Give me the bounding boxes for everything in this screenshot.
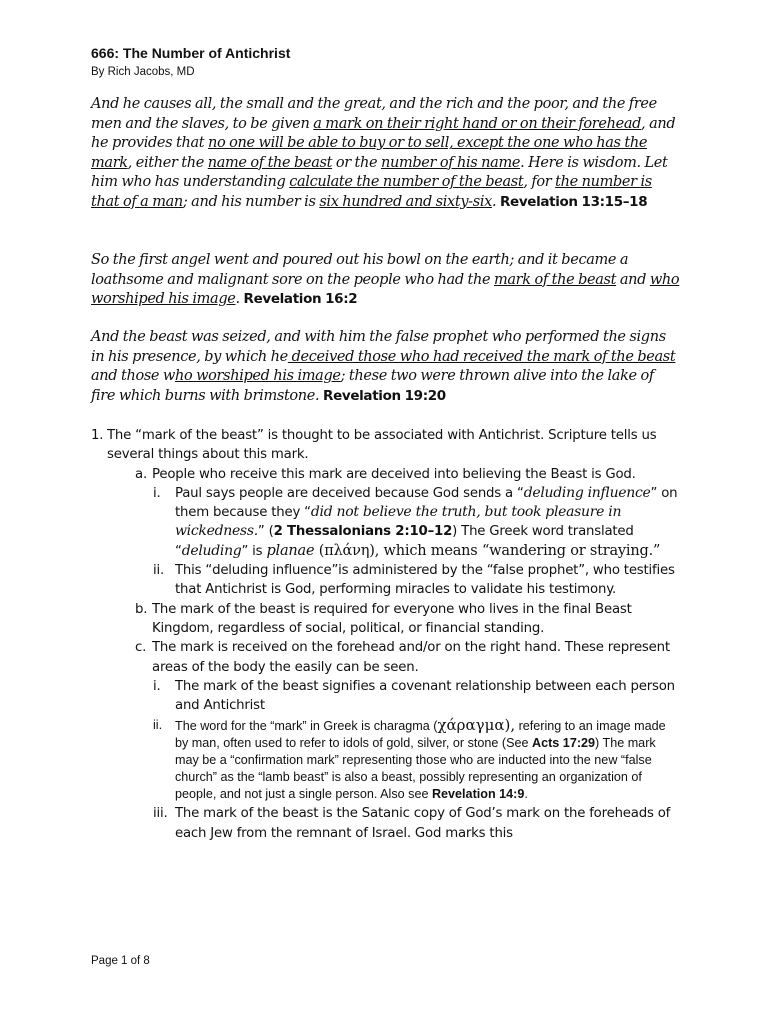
- quote-text: .: [491, 193, 500, 210]
- underlined-phrase: calculate the number of the beast: [289, 174, 524, 191]
- scripture-quote-revelation-16: [91, 251, 681, 310]
- list-marker: iii.: [153, 806, 168, 822]
- item-text: Paul says people are deceived because God sends a “: [175, 485, 524, 501]
- scripture-quote-revelation-19: [91, 328, 681, 406]
- list-marker: b.: [135, 601, 148, 617]
- quote-text: ; and his number is: [182, 193, 320, 210]
- underlined-phrase: number of his name: [381, 154, 521, 171]
- quote-text: or the: [332, 154, 381, 171]
- page-number: Page 1 of 8: [91, 955, 150, 967]
- outline-list: [91, 426, 681, 843]
- scripture-reference: Revelation 14:9: [431, 786, 525, 801]
- outline-item-1a-ii: [91, 561, 681, 600]
- scripture-reference: 2 Thessalonians 2:10–12: [273, 524, 453, 540]
- scripture-reference: Revelation 16:2: [243, 291, 358, 308]
- document-title: 666: The Number of Antichrist: [91, 45, 291, 61]
- underlined-phrase: ho worshiped his image: [174, 368, 341, 385]
- list-marker: ii.: [153, 718, 163, 733]
- quote-text: , for: [523, 174, 556, 191]
- underlined-phrase: who worshiped his image: [91, 271, 680, 308]
- italic-phrase: deluding influence: [523, 484, 651, 501]
- list-marker: ii.: [153, 563, 165, 579]
- underlined-phrase: deceived those who had received the mark of the beast: [287, 348, 676, 365]
- scripture-reference: Revelation 19:20: [323, 387, 446, 404]
- underlined-phrase: mark of the beast: [493, 271, 617, 288]
- outline-item-1a: [91, 465, 681, 484]
- quote-text: and: [616, 271, 650, 288]
- quote-text: So the first angel went and poured out his bowl on the earth; and it became a loathsome and malignant sore on the people who had the: [91, 252, 629, 288]
- outline-item-1a-i: [91, 484, 681, 561]
- outline-item-1: [91, 426, 681, 465]
- underlined-phrase: six hundred and sixty-six: [319, 193, 492, 210]
- quote-text: ; these two were thrown alive into the lake of fire which burns with brimstone.: [91, 368, 654, 404]
- outline-item-1c-i: [91, 677, 681, 716]
- item-text: ) The Greek word translated “: [175, 524, 634, 559]
- outline-item-1c: [91, 638, 681, 677]
- underlined-phrase: the number is that of a man: [91, 174, 652, 210]
- scripture-quote-revelation-13: [91, 95, 681, 213]
- item-text: ” on them because they “: [175, 485, 678, 521]
- item-text: The mark of the beast is the Satanic copy of God’s mark on the foreheads of each Jew from the remnant of Israel. God marks this: [175, 806, 671, 841]
- underlined-phrase: no one will be able to buy or to sell, except the one who has the mark: [91, 135, 648, 171]
- quote-text: and those w: [91, 368, 175, 385]
- quote-text: , and he provides that: [91, 115, 676, 152]
- item-text: The mark of the beast is required for everyone who lives in the final Beast Kingdom, regardless of social, political, or financial standing.: [152, 601, 632, 636]
- item-text: ” is: [241, 543, 267, 559]
- list-marker: c.: [135, 640, 147, 656]
- list-marker: 1.: [91, 428, 104, 443]
- item-text: The mark is received on the forehead and/or on the right hand. These represent areas of the body the easily can be seen.: [152, 640, 670, 675]
- item-text: ” (: [257, 524, 274, 540]
- item-text: The “mark of the beast” is thought to be associated with Antichrist. Scripture tells us several things about this mark.: [107, 428, 657, 463]
- list-marker: i.: [153, 485, 161, 501]
- underlined-phrase: name of the beast: [207, 154, 333, 171]
- quote-text: And the beast was seized, and with him the false prophet who performed the signs in his presence, by which he: [91, 329, 666, 365]
- item-text: ) The mark may be a “confirmation mark” representing those who are inducted into the new “false church” as the “lamb beast” is also a beast, possibly representing an organization of people, and not just a single person. Also see: [175, 736, 656, 801]
- outline-item-1c-ii: [91, 717, 681, 802]
- author-byline: By Rich Jacobs, MD: [91, 66, 195, 78]
- item-text: This “deluding influence”is administered by the “false prophet”, who testifies that Antichrist is God, performing miracles to validate his testimony.: [175, 563, 675, 598]
- item-text: People who receive this mark are deceived into believing the Beast is God.: [152, 466, 636, 482]
- greek-word: χάραγμα),: [437, 716, 516, 735]
- list-marker: i.: [153, 678, 161, 694]
- scripture-reference: Acts 17:29: [532, 736, 596, 751]
- scripture-reference: Revelation 13:15–18: [499, 193, 648, 210]
- item-text: The mark of the beast signifies a covenant relationship between each person and Antichrist: [175, 678, 675, 714]
- quote-text: .: [235, 291, 244, 308]
- item-text: .: [524, 786, 528, 801]
- quote-text: And he causes all, the small and the great, and the rich and the poor, and the free men and the slaves, to be given: [91, 96, 657, 132]
- outline-item-1b: [91, 600, 681, 639]
- italic-phrase: deluding: [181, 542, 242, 559]
- quote-text: . Here is wisdom. Let him who has understanding: [91, 154, 668, 191]
- italic-phrase: did not believe the truth, but took pleasure in wickedness.: [175, 504, 622, 540]
- quote-text: , either the: [127, 154, 208, 171]
- list-marker: a.: [135, 466, 147, 482]
- item-text: refering to an image made by man, often used to refer to idols of gold, silver, or stone (See: [175, 719, 666, 751]
- greek-transliteration: planae: [266, 542, 315, 559]
- greek-gloss: (πλάνη), which means “wandering or straying.”: [314, 542, 661, 559]
- item-text: The word for the “mark” in Greek is charagma (: [175, 719, 438, 734]
- underlined-phrase: a mark on their right hand or on their forehead: [313, 115, 642, 132]
- outline-item-1c-iii: [91, 804, 681, 843]
